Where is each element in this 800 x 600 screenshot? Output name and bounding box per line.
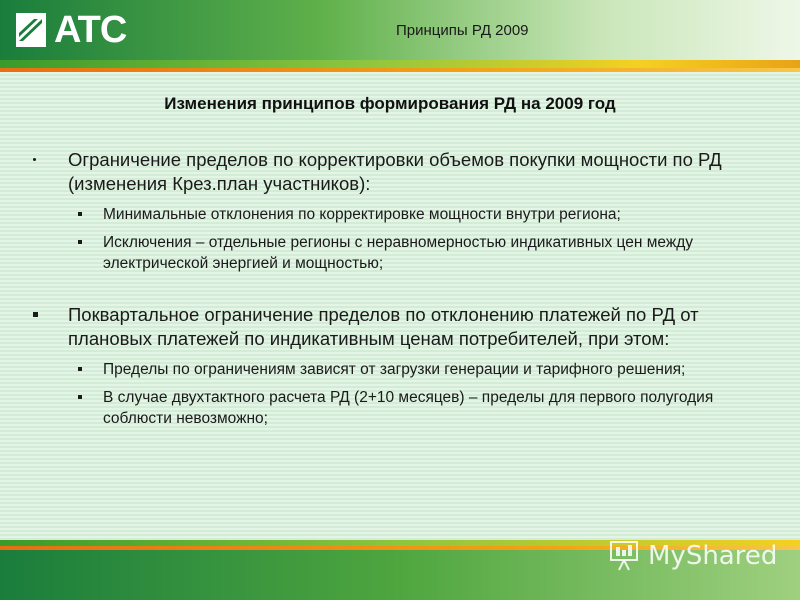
slide-title: Изменения принципов формирования РД на 2009 год	[164, 94, 616, 113]
bullet-dot-icon	[33, 158, 36, 161]
bullet-item	[30, 303, 760, 351]
watermark	[608, 536, 777, 576]
bullet-square-icon	[78, 395, 82, 399]
sub-bullet-text: Пределы по ограничениям зависят от загрузки генерации и тарифного решения;	[103, 361, 686, 378]
sub-bullet-item	[30, 204, 760, 225]
sub-bullet-text: В случае двухтактного расчета РД (2+10 месяцев) – пределы для первого полугодия соблюсти невозможно;	[103, 389, 714, 427]
bullet-square-icon	[78, 367, 82, 371]
atc-logo-icon	[16, 13, 46, 47]
bullet-square-icon	[33, 312, 38, 317]
sub-bullet-text: Исключения – отдельные регионы с неравномерностью индикативных цен между электрической энергией и мощностью;	[103, 234, 694, 272]
atc-logo	[16, 10, 146, 50]
bullet-square-icon	[78, 240, 82, 244]
header-bar	[0, 0, 800, 60]
sub-bullet-text: Минимальные отклонения по корректировке мощности внутри региона;	[103, 206, 621, 223]
header-title: Принципы РД 2009	[396, 22, 529, 39]
watermark-text: MyShared	[648, 541, 778, 571]
header-stripe-green-yellow	[0, 60, 800, 68]
sub-bullet-item	[30, 359, 760, 380]
slide-body	[30, 148, 760, 436]
sub-bullet-item	[30, 387, 760, 429]
bullet-text: Ограничение пределов по корректировки объемов покупки мощности по РД (изменения Крез.план участников):	[68, 149, 722, 194]
logo-text: ATC	[54, 9, 127, 51]
bullet-text: Поквартальное ограничение пределов по отклонению платежей по РД от плановых платежей по индикативным ценам потребителей, при этом:	[68, 304, 699, 349]
bullet-item	[30, 148, 760, 196]
bullet-square-icon	[78, 212, 82, 216]
sub-bullet-item	[30, 232, 760, 274]
presentation-screen-icon	[608, 538, 644, 574]
